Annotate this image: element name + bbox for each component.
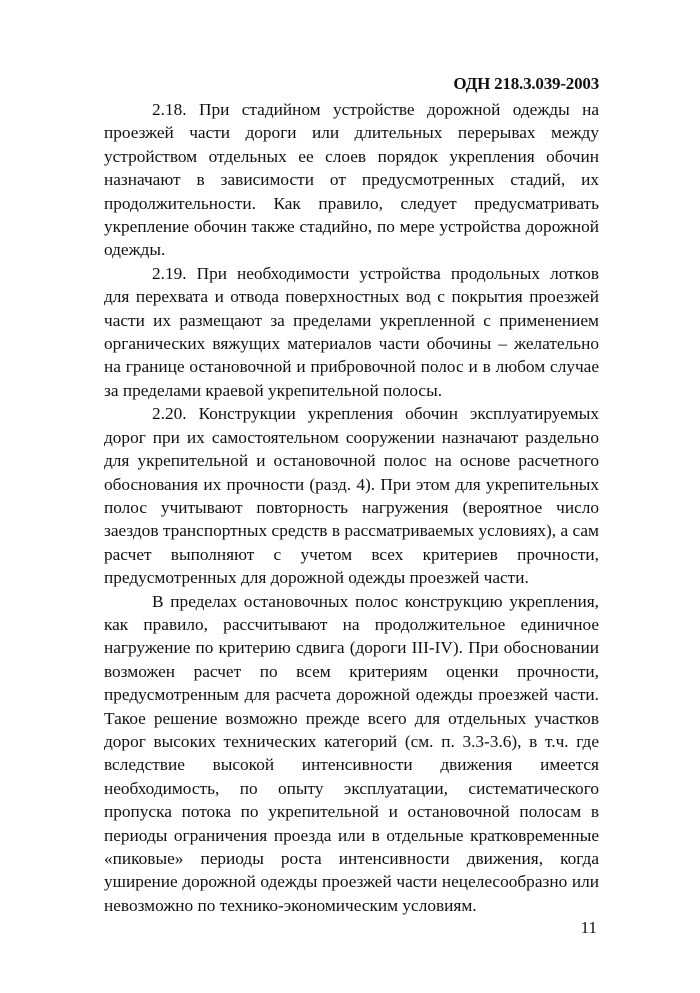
document-code-header: ОДН 218.3.039-2003: [453, 74, 599, 93]
paragraph-stopping-lanes: В пределах остановочных полос конструкцию укрепления, как правило, рассчитывают на продолжительное единичное нагружение по критерию сдвига (дороги III-IV). При обосновании возможен расчет по всем критериям оценки прочности, предусмотренным для расчета дорожной одежды проезжей части. Такое решение возможно прежде всего для отдельных участков дорог высоких технических категорий (см. п. 3.3-3.6), в т.ч. где вследствие высокой интенсивности движения имеется необходимость, по опыту эксплуатации, систематического пропуска потока по укрепительной и остановочной полосам в периоды ограничения проезда или в отдельные кратковременные «пиковые» периоды роста интенсивности движения, когда уширение дорожной одежды проезжей части нецелесообразно или невозможно по технико-экономическим условиям.: [104, 591, 599, 915]
paragraph-2-20: 2.20. Конструкции укрепления обочин эксплуатируемых дорог при их самостоятельном сооружении назначают раздельно для укрепительной и остановочной полос на основе расчетного обоснования их прочности (разд. 4). При этом для укрепительных полос учитывают повторность нагружения (вероятное число заездов транспортных средств в рассматриваемых условиях), а сам расчет выполняют с учетом всех критериев прочности, предусмотренных для дорожной одежды проезжей части.: [104, 404, 599, 588]
page-number: 11: [580, 918, 597, 937]
document-body: [104, 98, 599, 917]
paragraph-2-19: 2.19. При необходимости устройства продольных лотков для перехвата и отвода поверхностных вод с покрытия проезжей части их размещают за пределами укрепленной с применением органических вяжущих материалов части обочины – желательно на границе остановочной и прибровочной полос и в любом случае за пределами краевой укрепительной полосы.: [104, 263, 599, 400]
paragraph-2-18: 2.18. При стадийном устройстве дорожной одежды на проезжей части дороги или длительных перерывах между устройством отдельных ее слоев порядок укрепления обочин назначают в зависимости от предусмотренных стадий, их продолжительности. Как правило, следует предусматривать укрепление обочин также стадийно, по мере устройства дорожной одежды.: [104, 100, 599, 260]
